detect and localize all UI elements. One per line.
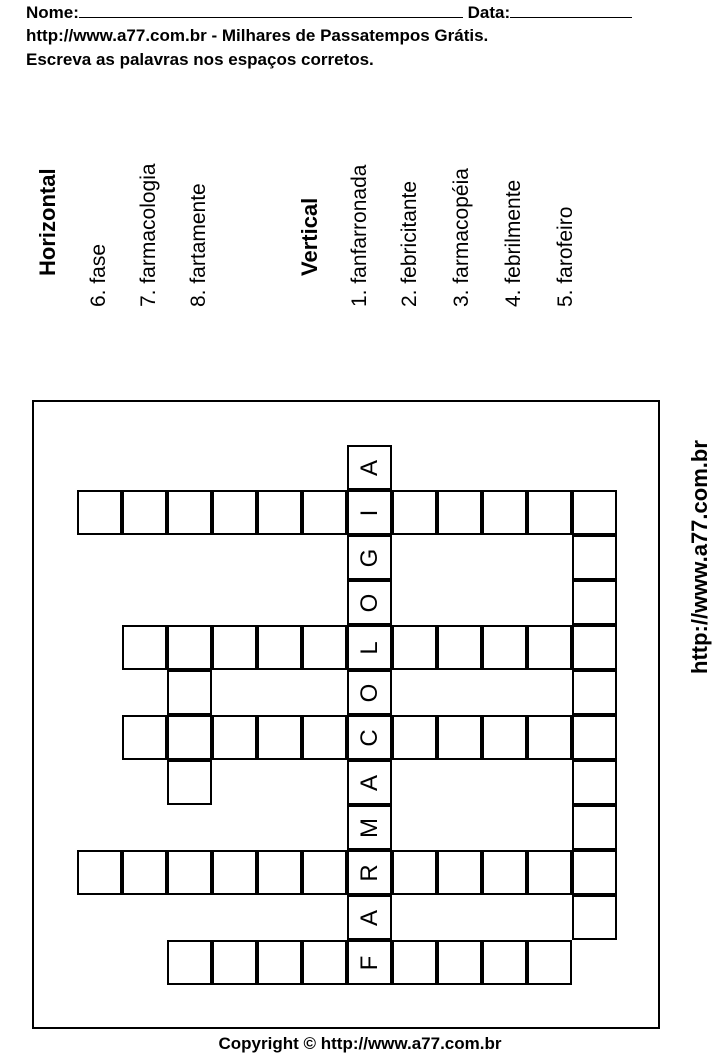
date-field[interactable] <box>510 2 632 18</box>
grid-cell[interactable] <box>212 490 257 535</box>
grid-cell[interactable] <box>392 490 437 535</box>
solution-cell[interactable] <box>347 535 392 580</box>
grid-cell[interactable] <box>77 850 122 895</box>
solution-letter: O <box>355 683 383 702</box>
grid-cell[interactable] <box>257 940 302 985</box>
solution-letter: M <box>355 817 383 838</box>
name-field[interactable] <box>79 2 463 18</box>
grid-cell[interactable] <box>572 850 617 895</box>
grid-cell[interactable] <box>572 715 617 760</box>
solution-letter: R <box>355 863 383 882</box>
grid-cell[interactable] <box>572 895 617 940</box>
solution-cell[interactable] <box>347 805 392 850</box>
clue-vertical-1: 1. fanfarronada <box>348 164 371 307</box>
grid-cell[interactable] <box>572 625 617 670</box>
vertical-title: Vertical <box>297 197 322 276</box>
solution-letter: A <box>355 459 383 476</box>
grid-cell[interactable] <box>122 625 167 670</box>
grid-cell[interactable] <box>572 670 617 715</box>
clue-vertical-5: 5. farofeiro <box>554 206 577 307</box>
grid-cell[interactable] <box>392 850 437 895</box>
grid-cell[interactable] <box>572 535 617 580</box>
copyright: Copyright © http://www.a77.com.br <box>218 1034 502 1053</box>
grid-cell[interactable] <box>437 490 482 535</box>
instruction: Escreva as palavras nos espaços corretos. <box>26 50 374 69</box>
horizontal-title: Horizontal <box>35 168 60 276</box>
grid-cell[interactable] <box>302 715 347 760</box>
solution-letter: G <box>355 548 383 567</box>
grid-cell[interactable] <box>167 850 212 895</box>
grid-cell[interactable] <box>572 760 617 805</box>
solution-letter: O <box>355 593 383 612</box>
grid-cell[interactable] <box>212 940 257 985</box>
grid-cell[interactable] <box>302 490 347 535</box>
solution-letter: A <box>355 909 383 926</box>
grid-cell[interactable] <box>167 625 212 670</box>
solution-letter: A <box>355 774 383 791</box>
grid-cell[interactable] <box>302 850 347 895</box>
grid-cell[interactable] <box>212 850 257 895</box>
solution-letter: C <box>355 728 383 747</box>
clue-horizontal-6: 6. fase <box>87 243 110 307</box>
solution-cell[interactable] <box>347 850 392 895</box>
grid-cell[interactable] <box>122 850 167 895</box>
grid-cell[interactable] <box>392 625 437 670</box>
grid-cell[interactable] <box>257 715 302 760</box>
grid-cell[interactable] <box>482 625 527 670</box>
solution-cell[interactable] <box>347 895 392 940</box>
site-line: http://www.a77.com.br - Milhares de Passatempos Grátis. <box>26 26 489 45</box>
grid-cell[interactable] <box>482 940 527 985</box>
grid-cell[interactable] <box>482 850 527 895</box>
grid-cell[interactable] <box>257 490 302 535</box>
grid-cell[interactable] <box>392 715 437 760</box>
solution-cell[interactable] <box>347 670 392 715</box>
grid-cell[interactable] <box>527 715 572 760</box>
grid-cell[interactable] <box>167 670 212 715</box>
grid-cell[interactable] <box>167 760 212 805</box>
grid-cell[interactable] <box>482 490 527 535</box>
grid-cell[interactable] <box>257 625 302 670</box>
solution-letter: F <box>355 955 383 970</box>
grid-cell[interactable] <box>167 940 212 985</box>
grid-cell[interactable] <box>572 580 617 625</box>
grid-cell[interactable] <box>572 805 617 850</box>
grid-cell[interactable] <box>212 715 257 760</box>
grid-cell[interactable] <box>167 490 212 535</box>
solution-letter: L <box>355 640 383 655</box>
clue-vertical-4: 4. febrilmente <box>502 179 525 307</box>
solution-cell[interactable] <box>347 715 392 760</box>
grid-cell[interactable] <box>122 715 167 760</box>
grid-cell[interactable] <box>527 850 572 895</box>
solution-cell[interactable] <box>347 490 392 535</box>
clue-horizontal-8: 8. fartamente <box>187 183 210 307</box>
grid-cell[interactable] <box>302 940 347 985</box>
grid-cell[interactable] <box>167 715 212 760</box>
grid-cell[interactable] <box>77 490 122 535</box>
clue-horizontal-7: 7. farmacologia <box>137 163 160 307</box>
grid-cell[interactable] <box>482 715 527 760</box>
grid-cell[interactable] <box>527 490 572 535</box>
clue-vertical-2: 2. febricitante <box>398 180 421 307</box>
grid-cell[interactable] <box>527 940 572 985</box>
grid-cell[interactable] <box>437 715 482 760</box>
name-date-line <box>26 2 632 23</box>
solution-letter: I <box>355 509 383 516</box>
grid-cell[interactable] <box>392 940 437 985</box>
side-url: http://www.a77.com.br <box>687 440 712 674</box>
solution-cell[interactable] <box>347 940 392 985</box>
solution-cell[interactable] <box>347 760 392 805</box>
grid-cell[interactable] <box>122 490 167 535</box>
clue-vertical-3: 3. farmacopéia <box>450 168 473 307</box>
grid-cell[interactable] <box>437 850 482 895</box>
solution-cell[interactable] <box>347 625 392 670</box>
grid-cell[interactable] <box>212 625 257 670</box>
grid-cell[interactable] <box>572 490 617 535</box>
solution-cell[interactable] <box>347 445 392 490</box>
grid-cell[interactable] <box>257 850 302 895</box>
grid-cell[interactable] <box>437 625 482 670</box>
grid-cell[interactable] <box>437 940 482 985</box>
solution-cell[interactable] <box>347 580 392 625</box>
grid-cell[interactable] <box>527 625 572 670</box>
name-label: Nome: <box>26 3 79 22</box>
date-label: Data: <box>467 3 511 22</box>
grid-cell[interactable] <box>302 625 347 670</box>
